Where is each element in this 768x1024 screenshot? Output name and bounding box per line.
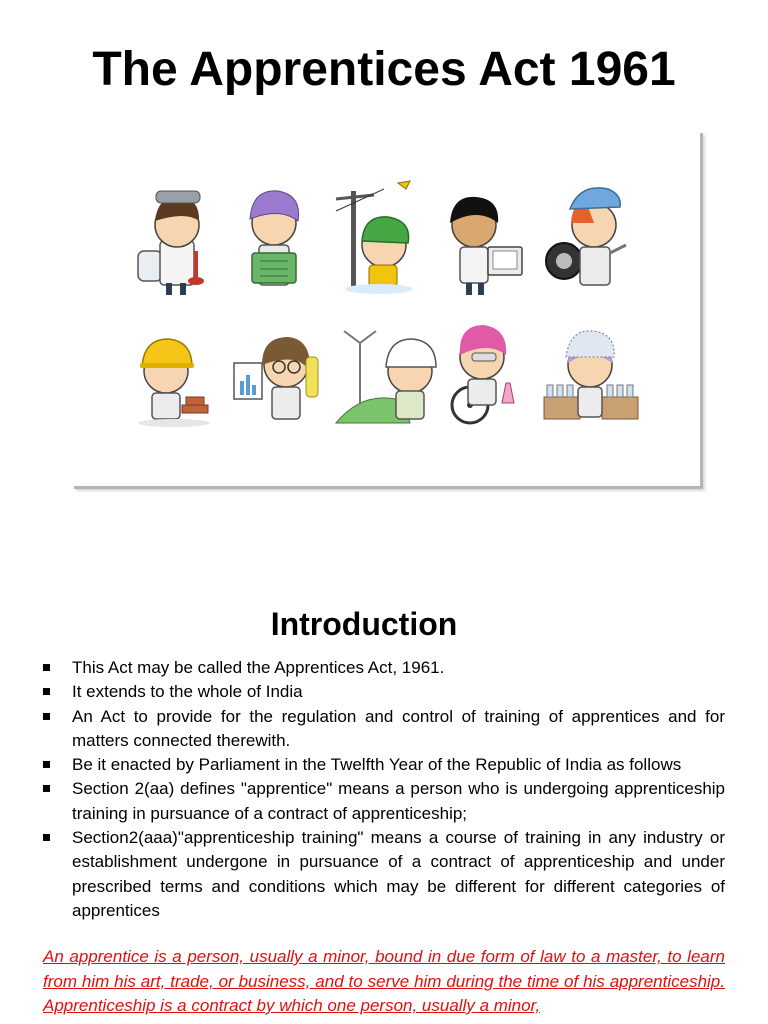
apprentice-trades-illustration bbox=[74, 133, 703, 489]
bullet-item: Section2(aaa)"apprenticeship training" means a course of training in any industry or establishment undergone in pursuance of a contract of apprenticeship and under prescribed terms and conditions which may be different for different categories of apprentices bbox=[40, 826, 725, 923]
illustration-svg bbox=[74, 133, 700, 486]
electrician-figure bbox=[336, 181, 413, 294]
wind-energy-worker-figure bbox=[336, 331, 436, 423]
mechanic-figure bbox=[546, 188, 626, 285]
bullet-list bbox=[40, 656, 725, 923]
bullet-item: This Act may be called the Apprentices Act, 1961. bbox=[40, 656, 725, 680]
wheelchair-engineer-figure bbox=[452, 325, 514, 423]
construction-worker-figure bbox=[138, 339, 210, 427]
slide-title: The Apprentices Act 1961 bbox=[92, 43, 676, 96]
lab-technician-figure bbox=[544, 331, 638, 419]
bullet-item: Be it enacted by Parliament in the Twelfth Year of the Republic of India as follows bbox=[40, 753, 725, 777]
plumber-figure bbox=[138, 191, 204, 295]
apprentice-definition-paragraph: An apprentice is a person, usually a minor, bound in due form of law to a master, to learn from him his art, trade, or business, and to serve him during the time of his apprenticeship. Apprenticeship is a contract by which one person, usually a minor, bbox=[43, 947, 725, 1015]
scientist-figure bbox=[234, 337, 318, 419]
bullet-item: Section 2(aa) defines "apprentice" means a person who is undergoing apprenticeship training in pursuance of a contract of apprenticeship; bbox=[40, 777, 725, 826]
section-heading: Introduction bbox=[270, 606, 458, 642]
bullet-item: It extends to the whole of India bbox=[40, 680, 725, 704]
circuit-worker-figure bbox=[250, 191, 299, 285]
bullet-item: An Act to provide for the regulation and control of training of apprentices and for matters connected therewith. bbox=[40, 705, 725, 754]
computer-technician-figure bbox=[450, 197, 522, 295]
